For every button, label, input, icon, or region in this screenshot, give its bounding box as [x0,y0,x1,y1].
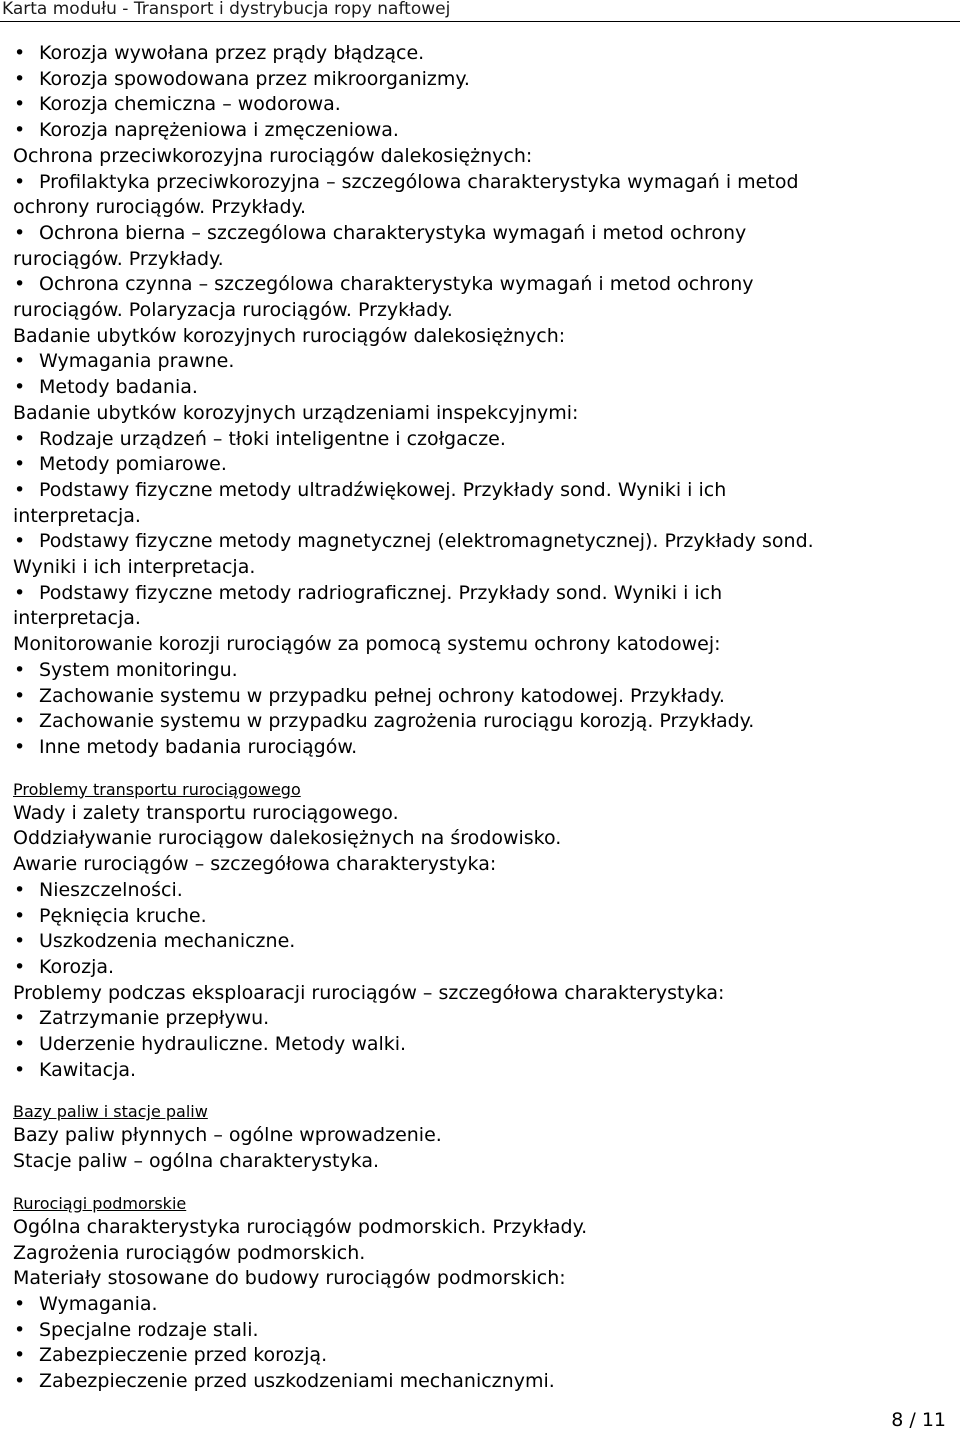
list-item [13,1343,948,1369]
section-title: Rurociągi podmorskie [13,1193,187,1213]
paragraph-line: Badanie ubytków korozyjnych urządzeniami inspekcyjnymi: [13,401,579,424]
list-item-continuation: interpretacja. [13,607,141,630]
list-item [13,735,948,761]
list-item-text: Podstawy fizyczne metody ultradźwiękowej. Przykłady sond. Wyniki i ich [39,478,727,501]
list-item [13,1058,948,1084]
list-item [13,658,948,684]
list-item [13,1032,948,1058]
bullet-icon: • [14,119,26,142]
list-item-text: Kawitacja. [39,1058,137,1081]
list-item-continuation: rurociągów. Polaryzacja rurociągów. Przykłady. [13,299,453,322]
bullet-icon: • [14,1318,26,1341]
bullet-icon: • [14,453,26,476]
list-item [13,67,948,93]
list-item-continuation: ochrony rurociągów. Przykłady. [13,196,307,219]
section-title: Problemy transportu rurociągowego [13,779,301,799]
list-item [13,170,948,196]
paragraph-line: Monitorowanie korozji rurociągów za pomocą systemu ochrony katodowej: [13,633,721,656]
list-item-text: Zatrzymanie przepływu. [39,1007,270,1030]
bullet-icon: • [14,93,26,116]
bullet-icon: • [14,67,26,90]
paragraph-line: Ochrona przeciwkorozyjna rurociągów dalekosiężnych: [13,144,533,167]
list-item [13,529,948,555]
list-item-text: Podstawy fizyczne metody radriograficznej. Przykłady sond. Wyniki i ich [39,581,723,604]
list-item-text: Zabezpieczenie przed korozją. [39,1344,328,1367]
page-number: 8 / 11 [891,1409,946,1431]
bullet-icon: • [14,1033,26,1056]
list-item [13,684,948,710]
document-title: Karta modułu - Transport i dystrybucja ropy naftowej [2,0,451,19]
list-item-text: Wymagania prawne. [39,350,235,373]
list-item-text: Korozja chemiczna – wodorowa. [39,93,341,116]
bullet-icon: • [14,1370,26,1393]
list-item-text: Podstawy fizyczne metody magnetycznej (elektromagnetycznej). Przykłady sond. [39,530,814,553]
bullet-icon: • [14,735,26,758]
list-item [13,375,948,401]
list-item-text: Zachowanie systemu w przypadku pełnej ochrony katodowej. Przykłady. [39,684,725,707]
paragraph-line: Badanie ubytków korozyjnych rurociągów dalekosiężnych: [13,324,566,347]
bullet-icon: • [14,878,26,901]
bullet-icon: • [14,658,26,681]
bullet-icon: • [14,221,26,244]
list-item-text: System monitoringu. [39,658,238,681]
list-item-text: Rodzaje urządzeń – tłoki inteligentne i czołgacze. [39,427,506,450]
list-item-text: Ochrona czynna – szczególowa charakterystyka wymagań i metod ochrony [39,273,754,296]
bullet-icon: • [14,710,26,733]
list-item-text: Zabezpieczenie przed uszkodzeniami mechanicznymi. [39,1370,555,1393]
bullet-icon: • [14,170,26,193]
bullet-icon: • [14,1058,26,1081]
list-item [13,1318,948,1344]
bullet-icon: • [14,350,26,373]
bullet-icon: • [14,478,26,501]
list-item-text: Profilaktyka przeciwkorozyjna – szczególowa charakterystyka wymagań i metod [39,170,799,193]
list-item [13,427,948,453]
list-item [13,955,948,981]
list-item [13,929,948,955]
list-item-text: Korozja spowodowana przez mikroorganizmy. [39,67,470,90]
list-item-text: Specjalne rodzaje stali. [39,1318,259,1341]
list-item [13,272,948,298]
list-item [13,349,948,375]
list-item-text: Zachowanie systemu w przypadku zagrożenia rurociągu korozją. Przykłady. [39,710,755,733]
list-item [13,1369,948,1395]
list-item-text: Korozja naprężeniowa i zmęczeniowa. [39,119,399,142]
list-item [13,118,948,144]
list-item [13,92,948,118]
list-item-text: Ochrona bierna – szczególowa charakterystyka wymagań i metod ochrony [39,221,747,244]
list-item [13,904,948,930]
list-item [13,452,948,478]
bullet-icon: • [14,904,26,927]
bullet-icon: • [14,930,26,953]
bullet-icon: • [14,1292,26,1315]
paragraph-line: Wady i zalety transportu rurociągowego. [13,801,399,824]
bullet-icon: • [14,1007,26,1030]
bullet-icon: • [14,1344,26,1367]
module-content [13,41,948,1395]
list-item-continuation: rurociągów. Przykłady. [13,247,224,270]
list-item-text: Wymagania. [39,1292,158,1315]
paragraph-line: Zagrożenia rurociągów podmorskich. [13,1241,366,1264]
list-item [13,878,948,904]
list-item-text: Nieszczelności. [39,878,183,901]
list-item-text: Korozja. [39,955,115,978]
list-item [13,581,948,607]
list-item [13,709,948,735]
paragraph-line: Materiały stosowane do budowy rurociągów podmorskich: [13,1267,566,1290]
list-item-text: Pęknięcia kruche. [39,904,207,927]
bullet-icon: • [14,42,26,64]
paragraph-line: Stacje paliw – ogólna charakterystyka. [13,1150,380,1173]
list-item-continuation: interpretacja. [13,504,141,527]
list-item [13,1292,948,1318]
paragraph-line: Oddziaływanie rurociągow dalekosiężnych na środowisko. [13,827,562,850]
list-item-text: Metody pomiarowe. [39,453,227,476]
list-item-continuation: Wyniki i ich interpretacja. [13,556,256,579]
page-header [0,0,960,22]
list-item-text: Inne metody badania rurociągów. [39,735,358,758]
bullet-icon: • [14,376,26,399]
list-item-text: Metody badania. [39,376,198,399]
section-title: Bazy paliw i stacje paliw [13,1102,208,1122]
paragraph-line: Awarie rurociągów – szczegółowa charakterystyka: [13,853,497,876]
list-item-text: Uderzenie hydrauliczne. Metody walki. [39,1033,407,1056]
bullet-icon: • [14,427,26,450]
list-item [13,478,948,504]
bullet-icon: • [14,684,26,707]
list-item [13,41,948,67]
bullet-icon: • [14,955,26,978]
paragraph-line: Problemy podczas eksploaracji rurociągów – szczegółowa charakterystyka: [13,981,725,1004]
bullet-icon: • [14,581,26,604]
bullet-icon: • [14,273,26,296]
bullet-icon: • [14,530,26,553]
list-item [13,221,948,247]
list-item-text: Uszkodzenia mechaniczne. [39,930,296,953]
list-item-text: Korozja wywołana przez prądy błądzące. [39,42,425,64]
paragraph-line: Ogólna charakterystyka rurociągów podmorskich. Przykłady. [13,1215,588,1238]
list-item [13,1006,948,1032]
paragraph-line: Bazy paliw płynnych – ogólne wprowadzenie. [13,1124,442,1147]
